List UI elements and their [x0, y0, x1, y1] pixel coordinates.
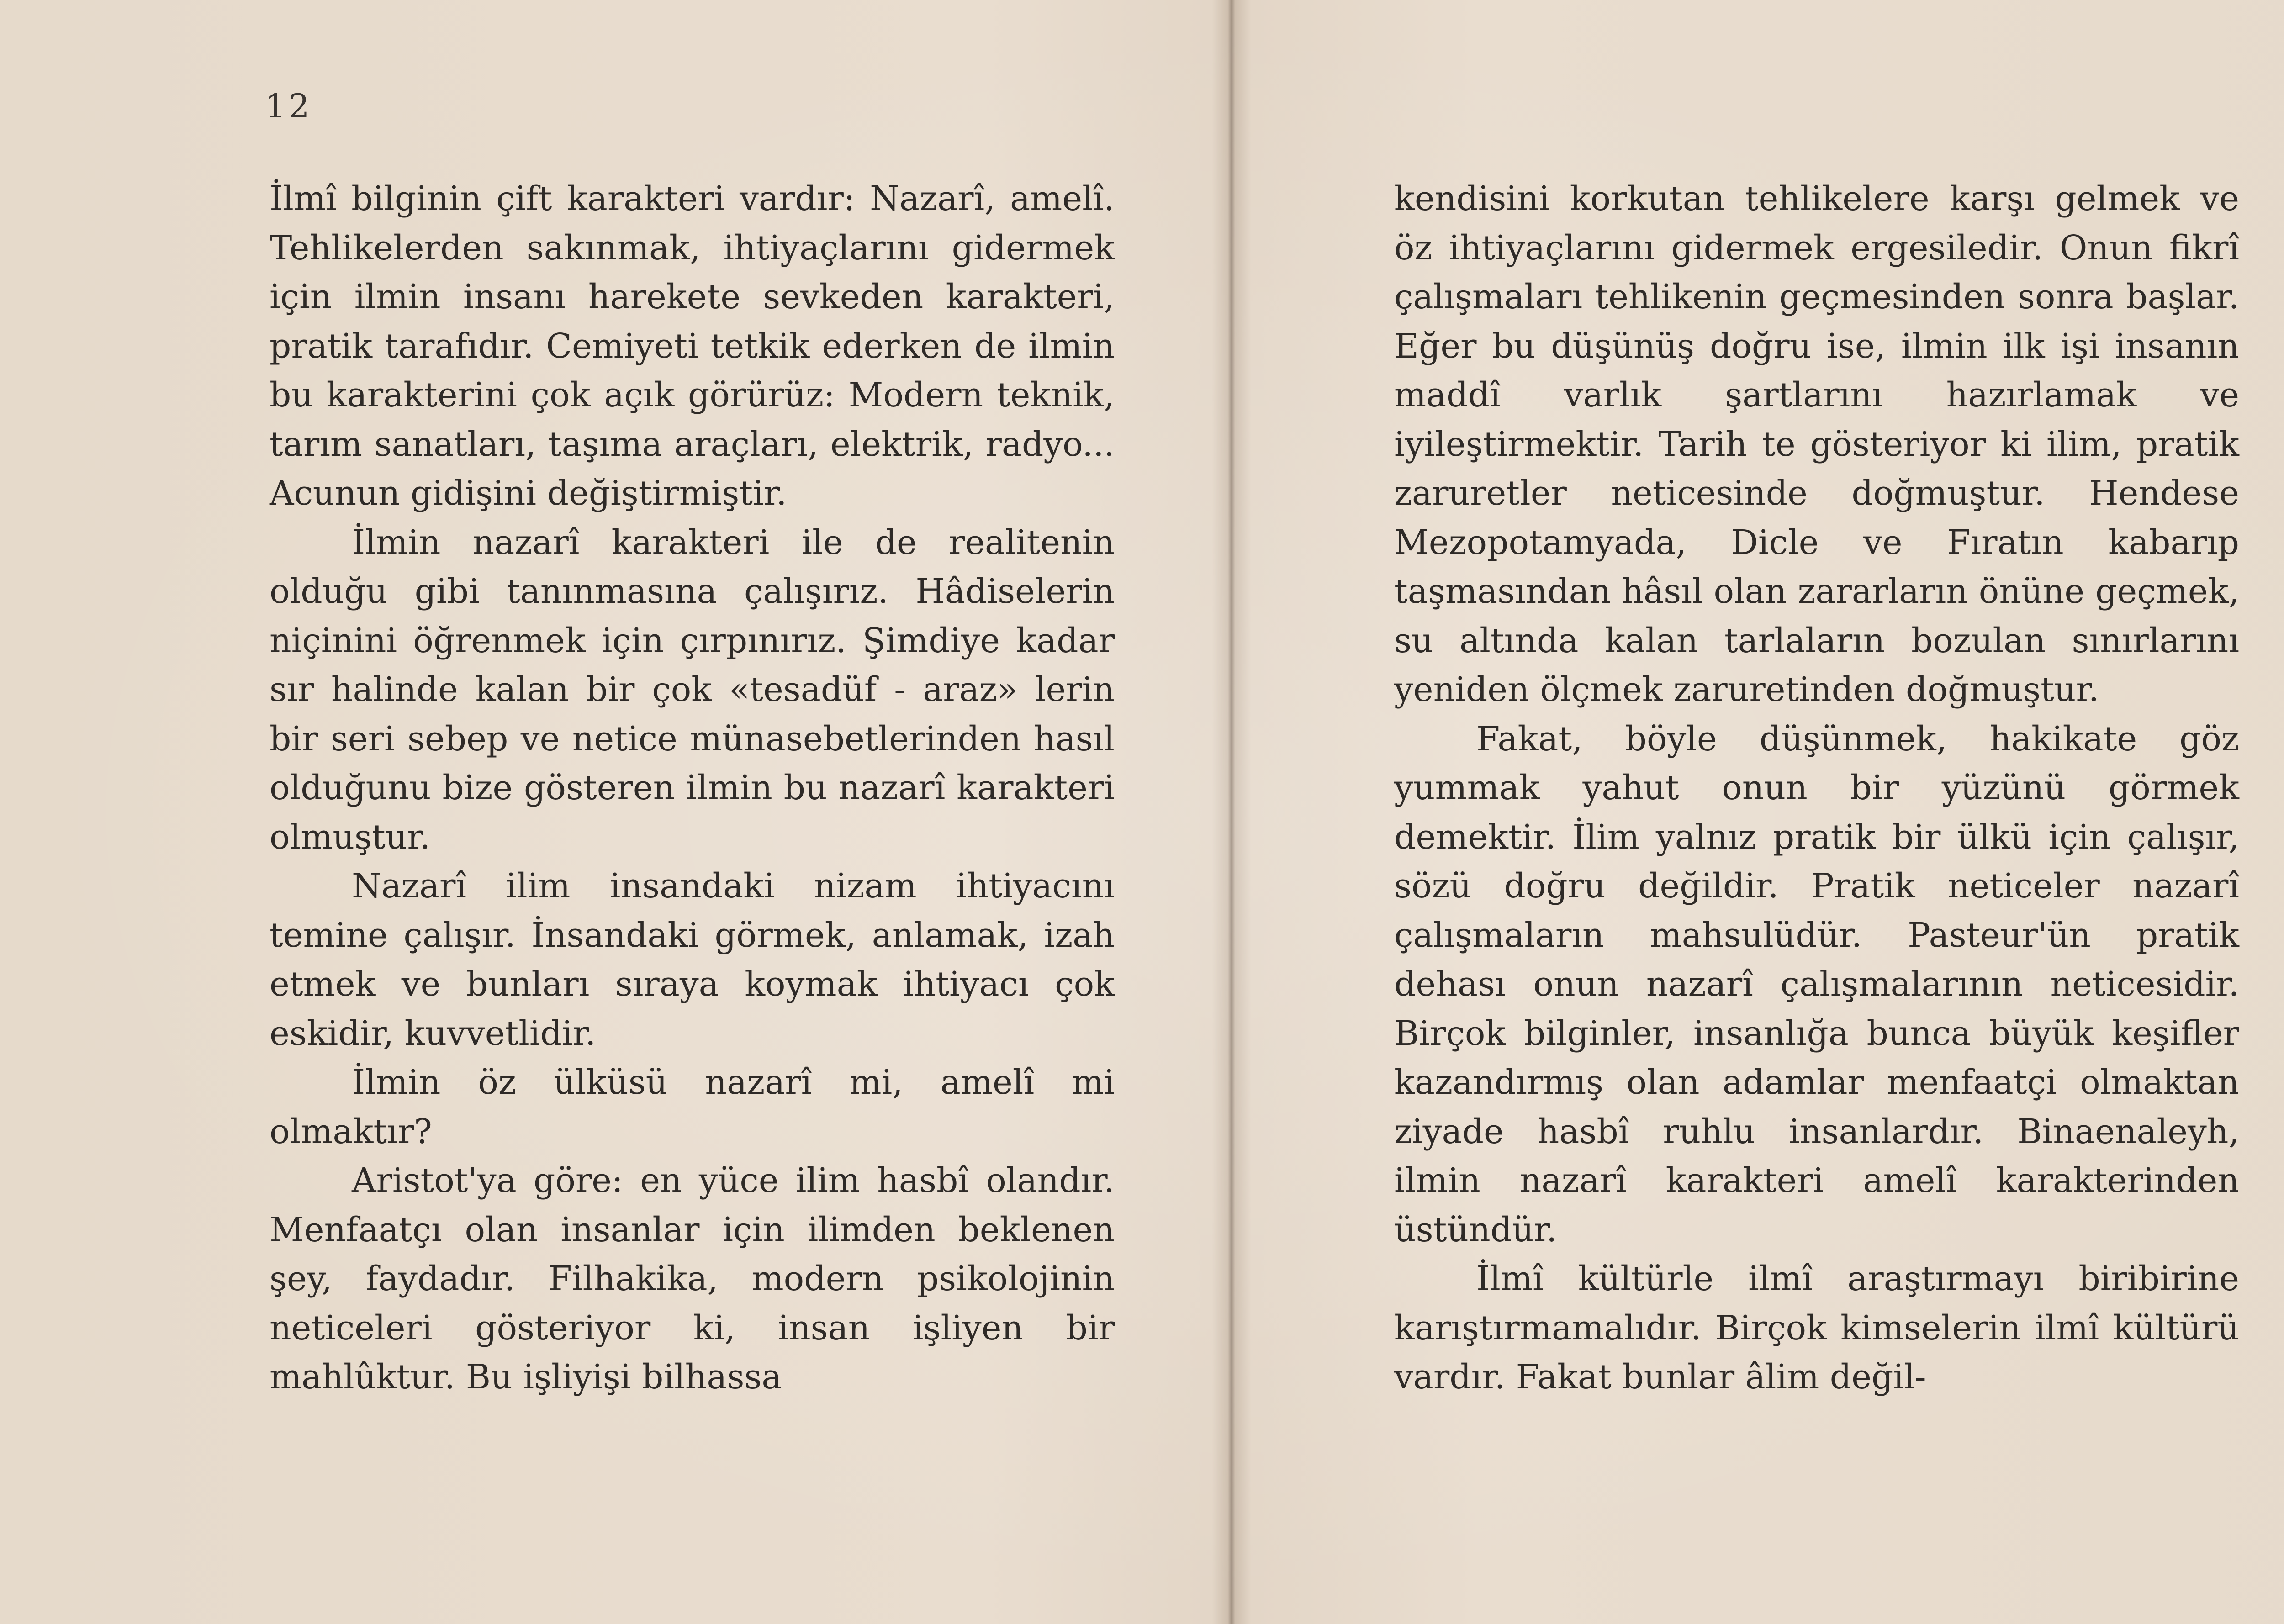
paragraph: İlmî kültürle ilmî araştırmayı biribirine karıştırmamalıdır. Birçok kimselerin ilmî kültürü vardır. Fakat bunlar âlim değil- [1394, 1259, 2239, 1397]
paragraph: Nazarî ilim insandaki nizam ihtiyacını temine çalışır. İnsandaki görmek, anlamak, izah etmek ve bunları sıraya koymak ihtiyacı çok eskidir, kuvvetlidir. [270, 866, 1115, 1053]
paragraph: İlmî bilginin çift karakteri vardır: Nazarî, amelî. Tehlikelerden sakınmak, ihtiyaçlarını gidermek için ilmin insanı harekete sevkeden karakteri, pratik tarafıdır. Cemiyeti tetkik ederken de ilmin bu karakterini çok açık görürüz: Modern teknik, tarım sanatları, taşıma araçları, elektrik, radyo... Acunun gidişini değiştirmiştir. [270, 179, 1115, 513]
right-page [1239, 0, 2284, 1624]
paragraph: Aristot'ya göre: en yüce ilim hasbî olandır. Menfaatçı olan insanlar için ilimden beklenen şey, faydadır. Filhakika, modern psikolojinin neticeleri gösteriyor ki, insan işliyen bir mahlûktur. Bu işliyişi bilhassa [270, 1161, 1115, 1397]
paragraph: İlmin öz ülküsü nazarî mi, amelî mi olmaktır? [270, 1063, 1115, 1151]
paragraph: İlmin nazarî karakteri ile de realitenin olduğu gibi tanınmasına çalışırız. Hâdiselerin niçinini öğrenmek için çırpınırız. Şimdiye kadar sır halinde kalan bir çok «tesadüf - araz» lerin bir seri sebep ve netice münasebetlerinden hasıl olduğunu bize gösteren ilmin bu nazarî karakteri olmuştur. [270, 522, 1115, 857]
paragraph: Fakat, böyle düşünmek, hakikate göz yummak yahut onun bir yüzünü görmek demektir. İlim yalnız pratik bir ülkü için çalışır, sözü doğru değildir. Pratik neticeler nazarî çalışmaların mahsulüdür. Pasteur'ün pratik dehası onun nazarî çalışmalarının neticesidir. Birçok bilginler, insanlığa bunca büyük keşifler kazandırmış olan adamlar menfaatçi olmaktan ziyade hasbî ruhlu insanlardır. Binaenaleyh, ilmin nazarî karakteri amelî karakterinden üstündür. [1394, 719, 2239, 1250]
book-gutter [1228, 0, 1235, 1624]
page-number-left: 12 [265, 87, 312, 125]
right-page-text [1394, 174, 2239, 1402]
paragraph: kendisini korkutan tehlikelere karşı gelmek ve öz ihtiyaçlarını gidermek ergesiledir. Onun fikrî çalışmaları tehlikenin geçmesinden sonra başlar. Eğer bu düşünüş doğru ise, ilmin ilk işi insanın maddî varlık şartlarını hazırlamak ve iyileştirmektir. Tarih te gösteriyor ki ilim, pratik zaruretler neticesinde doğmuştur. Hendese Mezopotamyada, Dicle ve Fıratın kabarıp taşmasından hâsıl olan zararların önüne geçmek, su altında kalan tarlaların bozulan sınırlarını yeniden ölçmek zaruretinden doğmuştur. [1394, 179, 2239, 709]
left-page-text [270, 174, 1115, 1402]
